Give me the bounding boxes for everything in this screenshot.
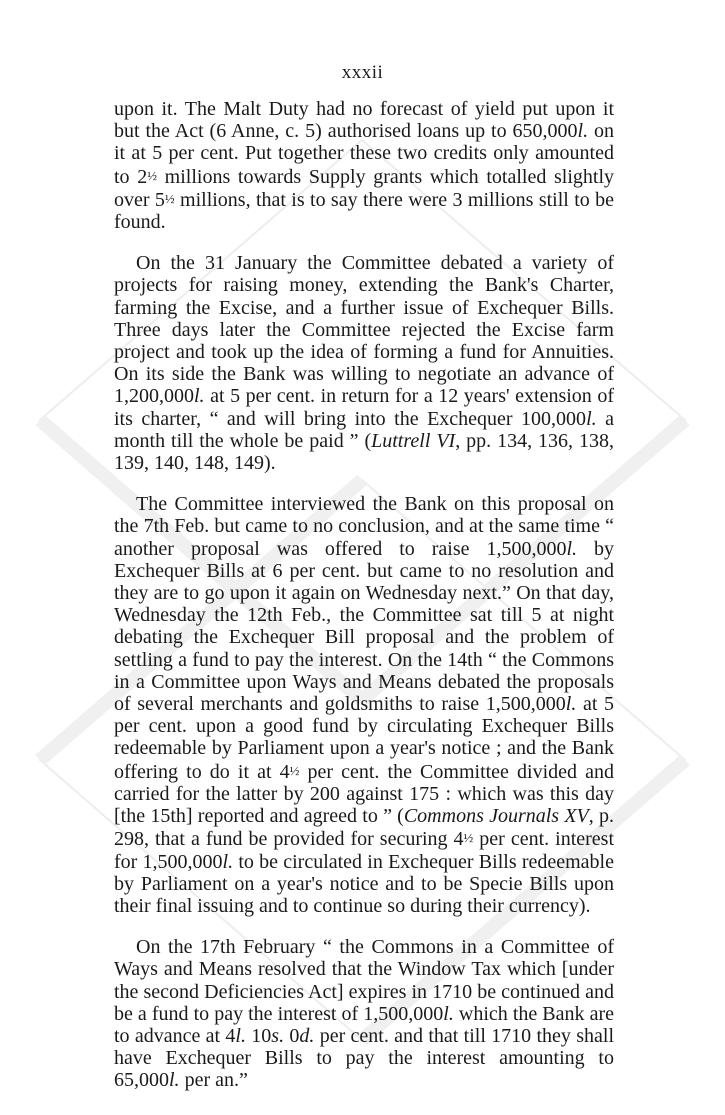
- body-text: [114, 98, 614, 1111]
- paragraph-4: On the 17th February “ the Commons in a Committee of Ways and Means resolved that the Window Tax which [under the second Deficiencies Act] expires in 1710 be continued and be a fund to pay the interest of 1,500,000l. which the Bank are to advance at 4l. 10s. 0d. per cent. and that till 1710 they shall have Exchequer Bills to pay the interest amounting to 65,000l. per an.”: [114, 936, 615, 1092]
- paragraph-2: On the 31 January the Committee debated a variety of projects for raising money, extending the Bank's Charter, farming the Excise, and a further issue of Exchequer Bills. Three days later the Committee rejected the Excise farm project and took up the idea of forming a fund for Annuities. On its side the Bank was willing to negotiate an advance of 1,200,000l. at 5 per cent. in return for a 12 years' extension of its charter, “ and will bring into the Exchequer 100,000l. a month till the whole be paid ” (Luttrell VI, pp. 134, 136, 138, 139, 140, 148, 149).: [114, 252, 614, 475]
- paragraph-1: upon it. The Malt Duty had no forecast of yield put upon it but the Act (6 Anne, c. 5) authorised loans up to 650,000l. on it at 5 per cent. Put together these two credits only amounted to 2½ millions towards Supply grants which totalled slightly over 5½ millions, that is to say there were 3 millions still to be found.: [114, 98, 615, 234]
- page-number: xxxii: [341, 62, 384, 83]
- paragraph-3: The Committee interviewed the Bank on this proposal on the 7th Feb. but came to no conclusion, and at the same time “ another proposal was offered to raise 1,500,000l. by Exchequer Bills at 6 per cent. but came to no resolution and they are to go upon it again on Wednesday next.” On that day, Wednesday the 12th Feb., the Committee sat till 5 at night debating the Exchequer Bill proposal and the problem of settling a fund to pay the interest. On the 14th “ the Commons in a Committee upon Ways and Means debated the proposals of several merchants and goldsmiths to raise 1,500,000l. at 5 per cent. upon a good fund by circulating Exchequer Bills redeemable by Parliament upon a year's notice ; and the Bank offering to do it at 4½ per cent. the Committee divided and carried for the latter by 200 against 175 : which was this day [the 15th] reported and agreed to ” (Commons Journals XV, p. 298, that a fund be provided for securing 4½ per cent. interest for 1,500,000l. to be circulated in Exchequer Bills redeemable by Parliament on a year's notice and to be Specie Bills upon their final issuing and to continue so during their currency).: [114, 493, 615, 917]
